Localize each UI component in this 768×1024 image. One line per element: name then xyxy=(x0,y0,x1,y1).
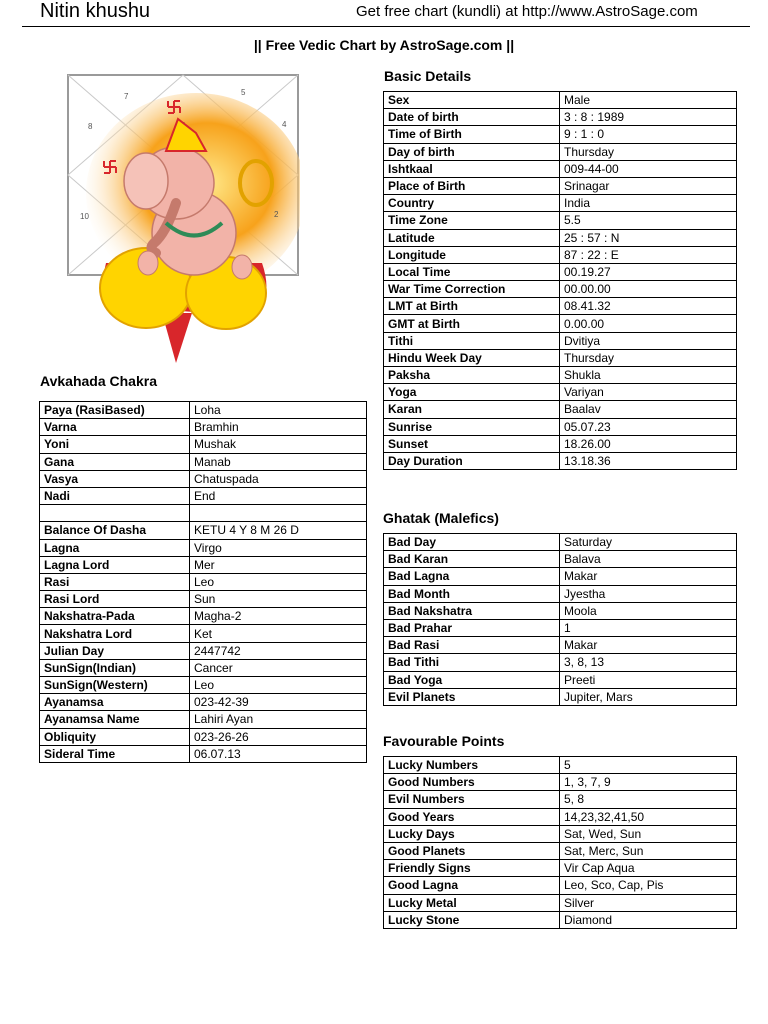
row-value: Variyan xyxy=(560,384,737,401)
row-value: Shukla xyxy=(560,367,737,384)
row-value: Thursday xyxy=(560,143,737,160)
table-row xyxy=(40,453,367,470)
table-row xyxy=(384,349,737,366)
row-label: GMT at Birth xyxy=(384,315,560,332)
table-row xyxy=(384,143,737,160)
row-label: Time Zone xyxy=(384,212,560,229)
ganesha-kundli-illustration xyxy=(66,73,300,363)
table-row xyxy=(40,728,367,745)
table-row xyxy=(384,568,737,585)
table-row xyxy=(40,487,367,504)
row-label: Time of Birth xyxy=(384,126,560,143)
avkahada-heading: Avkahada Chakra xyxy=(40,373,157,389)
table-row xyxy=(384,315,737,332)
table-row xyxy=(384,298,737,315)
table-row xyxy=(40,659,367,676)
row-label: Gana xyxy=(40,453,190,470)
row-label: Bad Month xyxy=(384,585,560,602)
row-label: LMT at Birth xyxy=(384,298,560,315)
table-row xyxy=(384,911,737,928)
row-value: Manab xyxy=(190,453,367,470)
row-label: Bad Lagna xyxy=(384,568,560,585)
row-value: 1, 3, 7, 9 xyxy=(560,774,737,791)
row-value: Sat, Merc, Sun xyxy=(560,842,737,859)
row-value: 1 xyxy=(560,619,737,636)
table-row xyxy=(40,711,367,728)
row-value: Bramhin xyxy=(190,419,367,436)
row-label: Bad Prahar xyxy=(384,619,560,636)
row-value: 3 : 8 : 1989 xyxy=(560,109,737,126)
row-label: Varna xyxy=(40,419,190,436)
row-value: End xyxy=(190,487,367,504)
table-row xyxy=(384,585,737,602)
table-row xyxy=(384,894,737,911)
table-row xyxy=(40,556,367,573)
row-value: 05.07.23 xyxy=(560,418,737,435)
table-row xyxy=(384,195,737,212)
row-label: Latitude xyxy=(384,229,560,246)
table-row xyxy=(384,92,737,109)
row-label: Friendly Signs xyxy=(384,860,560,877)
table-row xyxy=(384,418,737,435)
row-value: Makar xyxy=(560,637,737,654)
table-row xyxy=(40,573,367,590)
row-label: Lucky Numbers xyxy=(384,757,560,774)
house-number: 7 xyxy=(124,92,129,101)
table-row xyxy=(384,229,737,246)
row-label: Yoni xyxy=(40,436,190,453)
row-label: Vasya xyxy=(40,470,190,487)
table-row xyxy=(384,637,737,654)
row-label: Longitude xyxy=(384,246,560,263)
row-label: Lucky Stone xyxy=(384,911,560,928)
row-value: Sat, Wed, Sun xyxy=(560,825,737,842)
ear xyxy=(124,153,168,209)
table-row xyxy=(384,808,737,825)
table-row xyxy=(384,332,737,349)
row-value: Ket xyxy=(190,625,367,642)
table-row xyxy=(384,688,737,705)
table-row xyxy=(384,619,737,636)
row-label: Sideral Time xyxy=(40,745,190,762)
favourable-table xyxy=(383,756,737,929)
row-value: 5.5 xyxy=(560,212,737,229)
table-row xyxy=(40,522,367,539)
page-title: || Free Vedic Chart by AstroSage.com || xyxy=(253,37,515,53)
table-row xyxy=(40,625,367,642)
table-row xyxy=(384,281,737,298)
row-label: Nadi xyxy=(40,487,190,504)
table-row xyxy=(384,109,737,126)
table-row xyxy=(384,671,737,688)
row-label: Paksha xyxy=(384,367,560,384)
row-value: 0.00.00 xyxy=(560,315,737,332)
row-value: Balava xyxy=(560,551,737,568)
table-row xyxy=(40,505,367,522)
row-value: Dvitiya xyxy=(560,332,737,349)
row-value: 009-44-00 xyxy=(560,160,737,177)
row-value: 00.00.00 xyxy=(560,281,737,298)
table-row xyxy=(384,825,737,842)
row-label: War Time Correction xyxy=(384,281,560,298)
table-row xyxy=(384,401,737,418)
row-value: KETU 4 Y 8 M 26 D xyxy=(190,522,367,539)
favourable-heading: Favourable Points xyxy=(383,733,505,749)
row-value: 5 xyxy=(560,757,737,774)
basic-details-table xyxy=(383,91,737,470)
row-value: Leo xyxy=(190,573,367,590)
table-row xyxy=(40,470,367,487)
row-value: Sun xyxy=(190,591,367,608)
row-label: Place of Birth xyxy=(384,177,560,194)
row-label: Evil Planets xyxy=(384,688,560,705)
person-name: Nitin khushu xyxy=(40,0,151,22)
row-label: Bad Tithi xyxy=(384,654,560,671)
table-row xyxy=(384,384,737,401)
house-number: 5 xyxy=(241,88,246,97)
row-value: Cancer xyxy=(190,659,367,676)
row-value: Jyestha xyxy=(560,585,737,602)
row-label: Tithi xyxy=(384,332,560,349)
table-row xyxy=(40,539,367,556)
table-row xyxy=(384,551,737,568)
table-row xyxy=(384,435,737,452)
row-label: Bad Day xyxy=(384,534,560,551)
row-label: Nakshatra Lord xyxy=(40,625,190,642)
row-label: Evil Numbers xyxy=(384,791,560,808)
table-row xyxy=(40,745,367,762)
table-row xyxy=(384,534,737,551)
house-number: 10 xyxy=(80,212,89,221)
row-value: Makar xyxy=(560,568,737,585)
row-label: Sunrise xyxy=(384,418,560,435)
row-value xyxy=(190,505,367,522)
row-label: Karan xyxy=(384,401,560,418)
row-value: 2447742 xyxy=(190,642,367,659)
table-row xyxy=(384,654,737,671)
table-row xyxy=(384,757,737,774)
row-value: Virgo xyxy=(190,539,367,556)
row-label: Bad Nakshatra xyxy=(384,602,560,619)
row-label: Day Duration xyxy=(384,452,560,469)
row-value: 00.19.27 xyxy=(560,263,737,280)
row-value: Leo, Sco, Cap, Pis xyxy=(560,877,737,894)
ghatak-heading: Ghatak (Malefics) xyxy=(383,510,499,526)
row-label: Good Lagna xyxy=(384,877,560,894)
row-label: Julian Day xyxy=(40,642,190,659)
table-row xyxy=(40,694,367,711)
row-value: 023-42-39 xyxy=(190,694,367,711)
row-label: Ishtkaal xyxy=(384,160,560,177)
row-label: Ayanamsa xyxy=(40,694,190,711)
row-value: Jupiter, Mars xyxy=(560,688,737,705)
row-label: Obliquity xyxy=(40,728,190,745)
basic-details-heading: Basic Details xyxy=(384,68,472,84)
row-value: Srinagar xyxy=(560,177,737,194)
house-number: 8 xyxy=(88,122,93,131)
row-value: Moola xyxy=(560,602,737,619)
row-label: Yoga xyxy=(384,384,560,401)
house-number: 2 xyxy=(274,210,279,219)
table-row xyxy=(384,774,737,791)
row-label: Ayanamsa Name xyxy=(40,711,190,728)
table-row xyxy=(40,677,367,694)
row-label: Sex xyxy=(384,92,560,109)
row-value: Male xyxy=(560,92,737,109)
row-label: Good Planets xyxy=(384,842,560,859)
table-row xyxy=(384,860,737,877)
row-value: Loha xyxy=(190,402,367,419)
row-value: Baalav xyxy=(560,401,737,418)
table-row xyxy=(384,212,737,229)
row-value: Magha-2 xyxy=(190,608,367,625)
row-label: SunSign(Indian) xyxy=(40,659,190,676)
row-value: Chatuspada xyxy=(190,470,367,487)
row-label: Lucky Metal xyxy=(384,894,560,911)
row-value: 9 : 1 : 0 xyxy=(560,126,737,143)
hand-left xyxy=(138,251,158,275)
row-label: Balance Of Dasha xyxy=(40,522,190,539)
house-number: 4 xyxy=(282,120,287,129)
row-value: Mushak xyxy=(190,436,367,453)
table-row xyxy=(384,263,737,280)
table-row xyxy=(384,367,737,384)
header-divider xyxy=(22,26,750,27)
row-value: Lahiri Ayan xyxy=(190,711,367,728)
row-label: Lucky Days xyxy=(384,825,560,842)
row-value: 14,23,32,41,50 xyxy=(560,808,737,825)
astrosage-link[interactable]: Get free chart (kundli) at http://www.AstroSage.com xyxy=(356,3,698,20)
table-row xyxy=(384,177,737,194)
row-label: Lagna xyxy=(40,539,190,556)
table-row xyxy=(40,436,367,453)
row-value: Leo xyxy=(190,677,367,694)
row-value: Saturday xyxy=(560,534,737,551)
row-label: Lagna Lord xyxy=(40,556,190,573)
table-row xyxy=(384,602,737,619)
row-value: Thursday xyxy=(560,349,737,366)
table-row xyxy=(40,419,367,436)
row-value: Diamond xyxy=(560,911,737,928)
row-value: India xyxy=(560,195,737,212)
row-label: Good Years xyxy=(384,808,560,825)
row-value: Preeti xyxy=(560,671,737,688)
table-row xyxy=(40,642,367,659)
row-label: SunSign(Western) xyxy=(40,677,190,694)
row-label: Day of birth xyxy=(384,143,560,160)
row-value: 023-26-26 xyxy=(190,728,367,745)
row-label: Bad Rasi xyxy=(384,637,560,654)
table-row xyxy=(384,452,737,469)
table-row xyxy=(384,842,737,859)
row-label: Paya (RasiBased) xyxy=(40,402,190,419)
row-value: Silver xyxy=(560,894,737,911)
row-value: Mer xyxy=(190,556,367,573)
row-value: Vir Cap Aqua xyxy=(560,860,737,877)
row-value: 25 : 57 : N xyxy=(560,229,737,246)
row-label: Sunset xyxy=(384,435,560,452)
row-label: Nakshatra-Pada xyxy=(40,608,190,625)
row-label xyxy=(40,505,190,522)
row-label: Country xyxy=(384,195,560,212)
table-row xyxy=(40,402,367,419)
row-value: 06.07.13 xyxy=(190,745,367,762)
row-value: 5, 8 xyxy=(560,791,737,808)
row-label: Rasi Lord xyxy=(40,591,190,608)
table-row xyxy=(40,608,367,625)
row-value: 18.26.00 xyxy=(560,435,737,452)
avkahada-table xyxy=(39,401,367,763)
row-label: Hindu Week Day xyxy=(384,349,560,366)
ghatak-table xyxy=(383,533,737,706)
table-row xyxy=(40,591,367,608)
table-row xyxy=(384,877,737,894)
row-value: 08.41.32 xyxy=(560,298,737,315)
table-row xyxy=(384,160,737,177)
row-label: Rasi xyxy=(40,573,190,590)
table-row xyxy=(384,126,737,143)
hand-right xyxy=(232,255,252,279)
row-label: Bad Yoga xyxy=(384,671,560,688)
row-label: Bad Karan xyxy=(384,551,560,568)
table-row xyxy=(384,246,737,263)
row-label: Local Time xyxy=(384,263,560,280)
row-value: 3, 8, 13 xyxy=(560,654,737,671)
row-value: 87 : 22 : E xyxy=(560,246,737,263)
row-label: Date of birth xyxy=(384,109,560,126)
row-value: 13.18.36 xyxy=(560,452,737,469)
table-row xyxy=(384,791,737,808)
row-label: Good Numbers xyxy=(384,774,560,791)
